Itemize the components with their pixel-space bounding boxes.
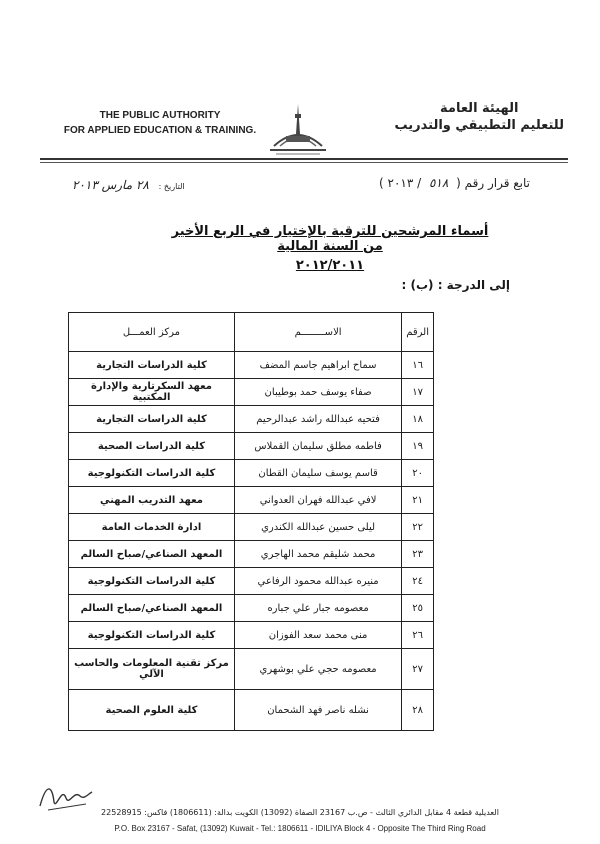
table-row xyxy=(69,514,434,541)
document-title xyxy=(160,224,500,273)
row-work: كلية العلوم الصحية xyxy=(69,690,235,731)
row-num: ١٧ xyxy=(402,379,434,406)
header-name: الاســــــــم xyxy=(234,313,401,352)
authority-name-en-line1: THE PUBLIC AUTHORITY xyxy=(99,110,221,121)
row-work: كلية الدراسات التكنولوجية xyxy=(69,460,235,487)
decision-reference xyxy=(375,176,530,190)
row-name: فاطمه مطلق سليمان القملاس xyxy=(234,433,401,460)
row-work: معهد التدريب المهني xyxy=(69,487,235,514)
row-name: ليلى حسين عبدالله الكندري xyxy=(234,514,401,541)
table-row xyxy=(69,487,434,514)
row-name: معصومه حجي علي بوشهري xyxy=(234,649,401,690)
row-name: قاسم يوسف سليمان القطان xyxy=(234,460,401,487)
table-row xyxy=(69,622,434,649)
row-work: كلية الدراسات التكنولوجية xyxy=(69,622,235,649)
grade-label: إلى الدرجة : (ب) : xyxy=(401,278,510,292)
row-num: ٢٦ xyxy=(402,622,434,649)
table-row xyxy=(69,541,434,568)
decision-label: تابع قرار رقم ( xyxy=(456,176,530,190)
header-rule xyxy=(40,158,568,161)
row-work: المعهد الصناعي/صباح السالم xyxy=(69,541,235,568)
row-work: ادارة الخدمات العامة xyxy=(69,514,235,541)
authority-name-en-line2: FOR APPLIED EDUCATION & TRAINING. xyxy=(63,125,257,136)
date-label: التاريخ : xyxy=(158,182,185,191)
row-name: لافي عبدالله فهران العدواني xyxy=(234,487,401,514)
table-row xyxy=(69,460,434,487)
header-rule-thin xyxy=(40,162,568,163)
row-num: ٢٤ xyxy=(402,568,434,595)
table-row xyxy=(69,406,434,433)
row-name: معصومه جبار علي جباره xyxy=(234,595,401,622)
table-row xyxy=(69,690,434,731)
table-row xyxy=(69,433,434,460)
row-work: مركز تقنية المعلومات والحاسب الآلي xyxy=(69,649,235,690)
row-num: ٢١ xyxy=(402,487,434,514)
footer-address-english: P.O. Box 23167 - Safat, (13092) Kuwait - Tel.: 1806611 - IDILIYA Block 4 - Opposite The Third Ring Road xyxy=(114,824,486,833)
row-num: ١٨ xyxy=(402,406,434,433)
table-row xyxy=(69,595,434,622)
table-row xyxy=(69,379,434,406)
row-num: ٢٣ xyxy=(402,541,434,568)
row-name: منى محمد سعد الفوزان xyxy=(234,622,401,649)
row-work: معهد السكرتارية والإدارة المكتبية xyxy=(69,379,235,406)
authority-name-english xyxy=(60,108,260,138)
row-work: كلية الدراسات التكنولوجية xyxy=(69,568,235,595)
table-row xyxy=(69,649,434,690)
authority-name-ar-line2: للتعليم التطبيقي والتدريب xyxy=(394,118,564,133)
row-num: ١٩ xyxy=(402,433,434,460)
decision-date xyxy=(72,178,185,192)
header-num: الرقم xyxy=(402,313,434,352)
row-num: ٢٠ xyxy=(402,460,434,487)
row-num: ٢٥ xyxy=(402,595,434,622)
row-num: ٢٧ xyxy=(402,649,434,690)
authority-logo-icon xyxy=(266,100,330,156)
table-row xyxy=(69,568,434,595)
row-name: فتحيه عبدالله راشد عبدالرحيم xyxy=(234,406,401,433)
authority-name-arabic xyxy=(395,100,564,134)
row-name: نشله ناصر فهد الشحمان xyxy=(234,690,401,731)
row-name: منيره عبدالله محمود الرفاعي xyxy=(234,568,401,595)
row-num: ١٦ xyxy=(402,352,434,379)
row-work: كلية الدراسات الصحية xyxy=(69,433,235,460)
table-header-row xyxy=(69,313,434,352)
title-line2: ٢٠١٢/٢٠١١ xyxy=(295,258,365,273)
decision-number: ٥١٨ xyxy=(428,176,449,190)
row-name: صفاء يوسف حمد بوطيبان xyxy=(234,379,401,406)
row-name: محمد شليقم محمد الهاجري xyxy=(234,541,401,568)
title-line1: أسماء المرشحين للترقية بالإختيار في الربع الأخير من السنة المالية xyxy=(171,224,489,254)
candidates-table xyxy=(68,312,434,731)
authority-name-ar-line1: الهيئة العامة xyxy=(440,101,519,116)
table-row xyxy=(69,352,434,379)
row-name: سماح ابراهيم جاسم المضف xyxy=(234,352,401,379)
header-work: مركز العمـــل xyxy=(69,313,235,352)
row-num: ٢٨ xyxy=(402,690,434,731)
row-num: ٢٢ xyxy=(402,514,434,541)
row-work: كلية الدراسات التجارية xyxy=(69,352,235,379)
row-work: كلية الدراسات التجارية xyxy=(69,406,235,433)
footer-address-arabic: العديلية قطعة 4 مقابل الدائري الثالث - ص.ب 23167 الصفاة (13092) الكويت بدالة: (1806611) فاكس: 22528915 xyxy=(101,808,499,817)
date-value: ٢٨ مارس ٢٠١٣ xyxy=(72,178,149,192)
row-work: المعهد الصناعي/صباح السالم xyxy=(69,595,235,622)
decision-year: / ٢٠١٣ ) xyxy=(379,176,422,190)
